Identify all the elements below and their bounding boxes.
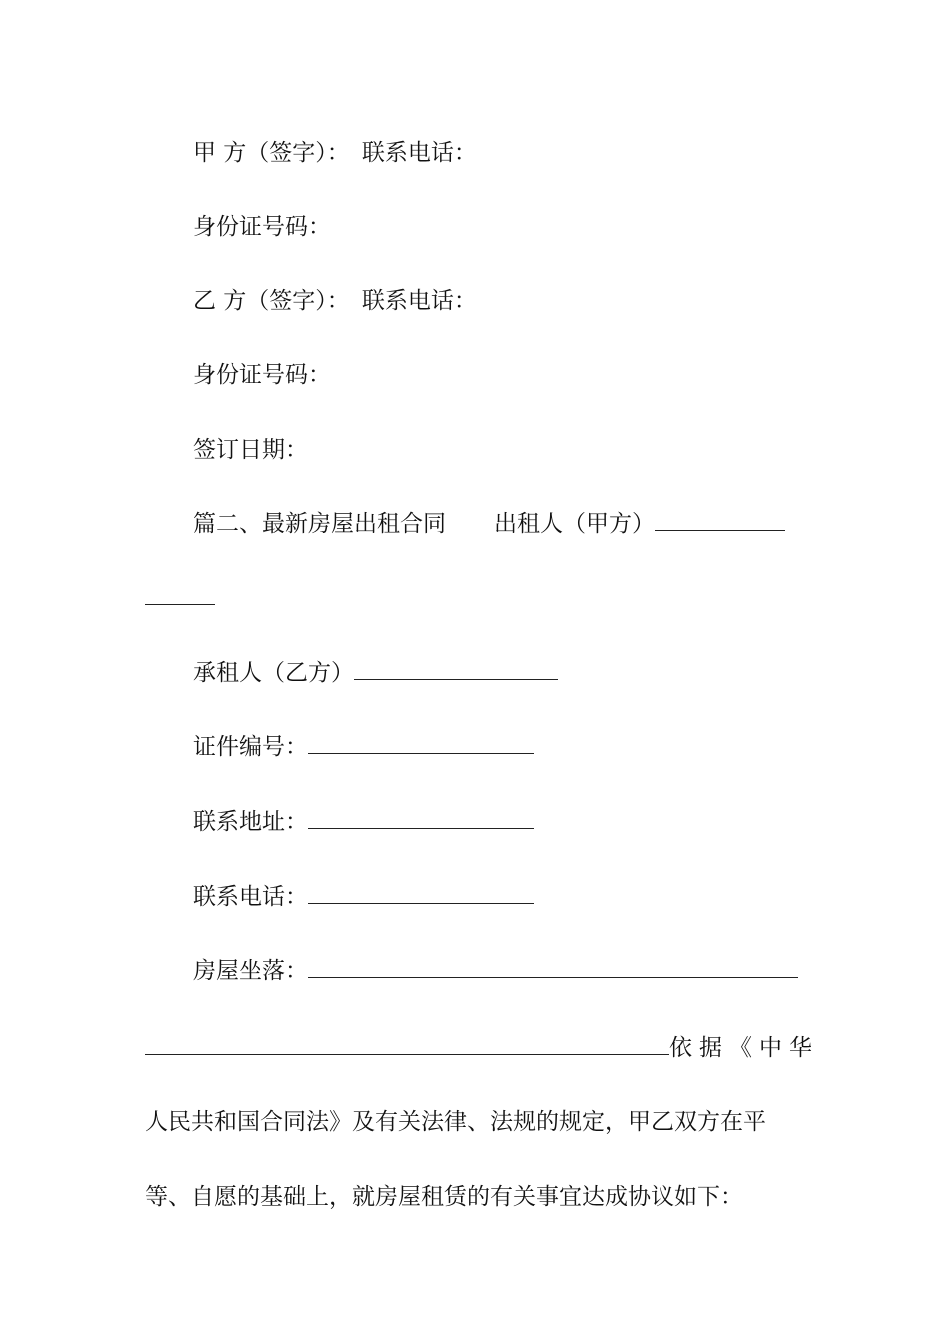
lessor-blank-continued	[145, 582, 215, 614]
address-line	[193, 806, 534, 838]
intro-line-2	[145, 1106, 766, 1138]
intro-text-b: 人民共和国合同法》及有关法律、法规的规定，甲乙双方在平	[145, 1109, 766, 1135]
id-number-label: 证件编号：	[193, 734, 308, 760]
party-a-signature-line	[193, 137, 477, 169]
lessee-label: 承租人（乙方）	[193, 660, 354, 686]
location-blank	[308, 955, 798, 978]
party-a-label: 甲 方（签字）：	[193, 140, 350, 166]
location-blank-continued	[145, 1032, 669, 1055]
location-label: 房屋坐落：	[193, 958, 308, 984]
intro-text-a: 依据《中华	[669, 1035, 819, 1061]
lessor-label: 出租人（甲方）	[494, 511, 655, 537]
address-label: 联系地址：	[193, 809, 308, 835]
party-a-phone-label: 联系电话：	[361, 140, 477, 166]
contract-heading-line	[193, 508, 785, 540]
phone-line	[193, 881, 534, 913]
location-continued-line	[145, 1032, 819, 1064]
lessor-blank-end	[145, 582, 215, 605]
lessee-line	[193, 657, 558, 689]
party-a-id-line	[193, 211, 331, 243]
party-b-id-label: 身份证号码：	[193, 362, 331, 388]
party-b-signature-line	[193, 285, 477, 317]
location-line	[193, 955, 798, 987]
sign-date-label: 签订日期：	[193, 437, 308, 463]
intro-line-3	[145, 1181, 743, 1213]
intro-text-c: 等、自愿的基础上，就房屋租赁的有关事宜达成协议如下：	[145, 1184, 743, 1210]
party-a-id-label: 身份证号码：	[193, 214, 331, 240]
phone-label: 联系电话：	[193, 884, 308, 910]
lessee-blank	[354, 657, 558, 680]
address-blank	[308, 806, 534, 829]
sign-date-line	[193, 434, 308, 466]
lessor-blank	[655, 508, 785, 531]
party-b-id-line	[193, 359, 331, 391]
id-number-line	[193, 731, 534, 763]
phone-blank	[308, 881, 534, 904]
party-b-label: 乙 方（签字）：	[193, 288, 350, 314]
party-b-phone-label: 联系电话：	[361, 288, 477, 314]
contract-heading: 篇二、最新房屋出租合同	[193, 511, 446, 537]
id-number-blank	[308, 731, 534, 754]
